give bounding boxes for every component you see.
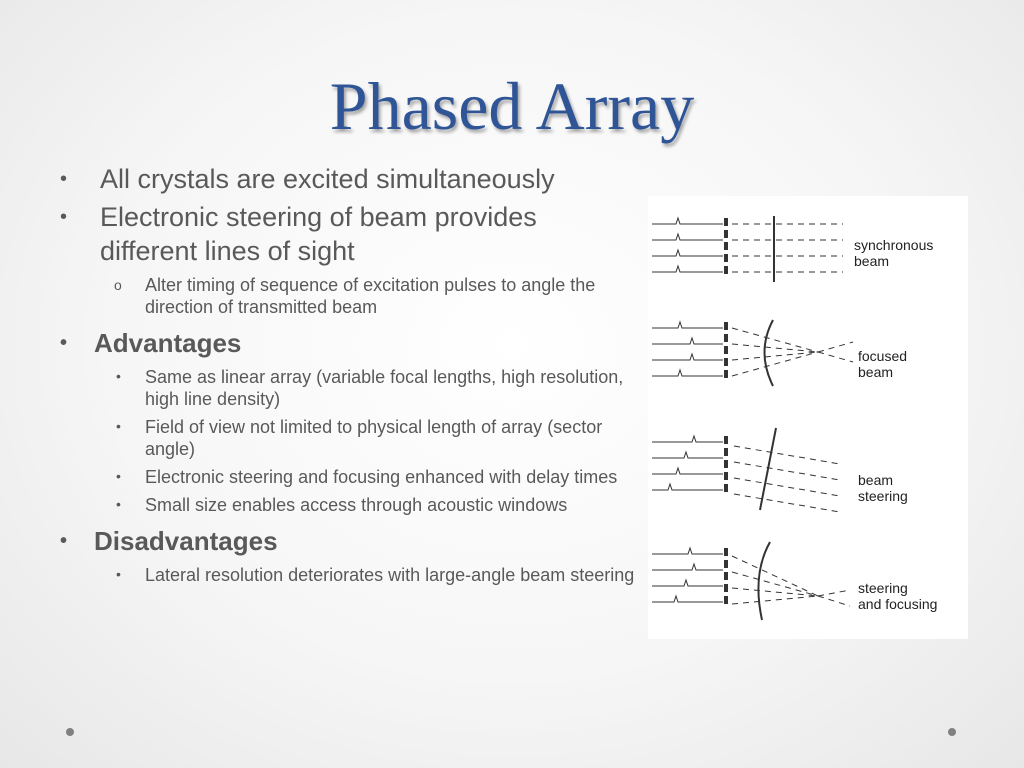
focused-beam-label: focused beam — [858, 348, 908, 380]
corner-dot-icon — [948, 728, 956, 736]
steer-focus-panel — [652, 542, 850, 620]
bullet-item — [56, 200, 636, 268]
bullet-item-disadvantages — [56, 524, 636, 558]
sub-bullet-item — [56, 466, 636, 488]
synchronous-beam-label: synchronous beam — [854, 237, 934, 269]
sub-bullet-item — [56, 494, 636, 516]
sub-bullet-text: Alter timing of sequence of excitation pulses to angle the direction of transmitted beam — [145, 275, 596, 317]
bullet-dot-icon: • — [60, 332, 68, 354]
sub-bullet-text: Same as linear array (variable focal lengths, high resolution, high line density) — [145, 367, 624, 409]
bullet-dot-icon: • — [60, 168, 68, 190]
bullet-dot-icon: • — [60, 530, 68, 552]
synchronous-panel — [652, 216, 843, 282]
sub-bullet-marker: • — [116, 468, 121, 484]
corner-dot-icon — [66, 728, 74, 736]
sub-bullet-item — [56, 416, 636, 460]
steering-panel — [652, 428, 840, 512]
sub-bullet-marker: • — [116, 368, 121, 384]
sub-bullet-marker: • — [116, 418, 121, 434]
sub-bullet-item — [56, 564, 636, 586]
bullet-item-advantages — [56, 326, 636, 360]
sub-bullet-marker: • — [116, 496, 121, 512]
bullet-dot-icon: • — [60, 206, 68, 228]
sub-bullet-item — [56, 274, 636, 318]
sub-bullet-item — [56, 366, 636, 410]
sub-bullet-text: Field of view not limited to physical length of array (sector angle) — [145, 417, 603, 459]
focused-panel — [652, 320, 853, 386]
beam-steering-label: beam steering — [858, 472, 908, 504]
bullet-text: Electronic steering of beam provides different lines of sight — [100, 202, 537, 266]
bullet-item — [56, 162, 636, 196]
steering-focusing-label: steering and focusing — [858, 580, 938, 612]
bullet-heading: Disadvantages — [94, 526, 278, 556]
sub-bullet-marker: • — [116, 566, 121, 582]
bullet-heading: Advantages — [94, 328, 242, 358]
bullet-text: All crystals are excited simultaneously — [100, 164, 555, 194]
sub-bullet-text: Lateral resolution deteriorates with large-angle beam steering — [145, 565, 635, 585]
sub-bullet-text: Electronic steering and focusing enhanced with delay times — [145, 467, 618, 487]
sub-bullet-text: Small size enables access through acoustic windows — [145, 495, 568, 515]
beam-diagram-figure — [648, 196, 968, 639]
circle-bullet-icon: o — [114, 277, 122, 293]
bullet-list — [56, 158, 636, 586]
slide-title: Phased Array — [329, 68, 695, 144]
